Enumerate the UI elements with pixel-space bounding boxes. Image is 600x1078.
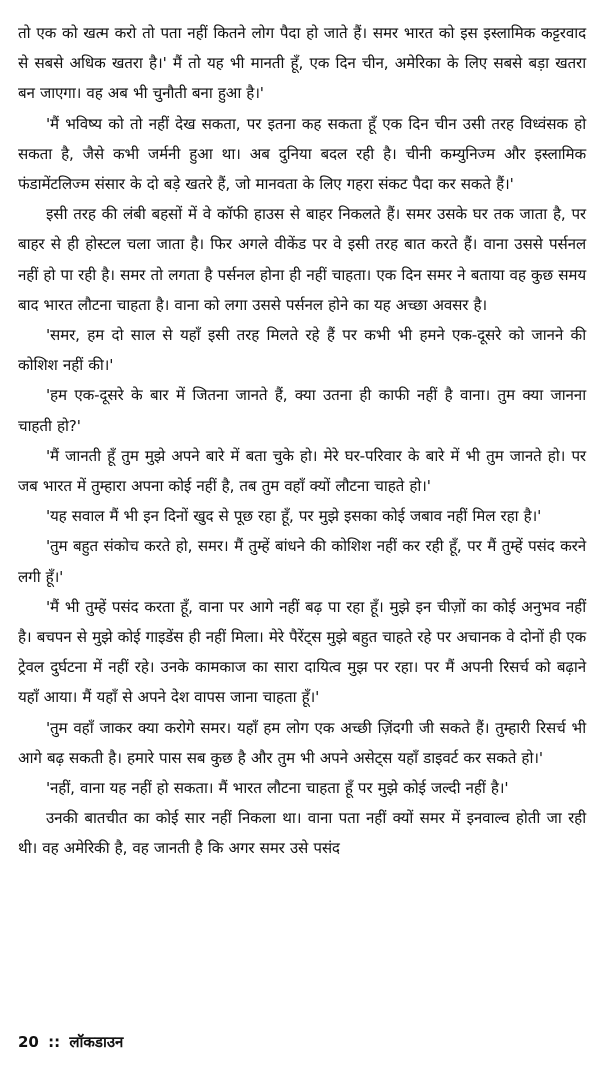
paragraph: 'तुम बहुत संकोच करते हो, समर। मैं तुम्हें बांधने की कोशिश नहीं कर रही हूँ, पर मैं तुम्हें पसंद करने लगी हूँ।' [18, 537, 586, 586]
paragraph: 'समर, हम दो साल से यहाँ इसी तरह मिलते रहे हैं पर कभी भी हमने एक-दूसरे को जानने की कोशिश नहीं की।' [18, 326, 586, 375]
paragraph: इसी तरह की लंबी बहसों में वे कॉफी हाउस से बाहर निकलते हैं। समर उसके घर तक जाता है, पर बाहर से ही होस्टल चला जाता है। फिर अगले वीकेंड पर वे इसी तरह बात करते हैं। वाना उससे पर्सनल नहीं हो पा रही है। समर तो लगता है पर्सनल होना ही नहीं चाहता। एक दिन समर ने बताया वह कुछ समय बाद भारत लौटना चाहता है। वाना को लगा उससे पर्सनल होने का यह अच्छा अवसर है। [18, 205, 586, 314]
paragraph: 'हम एक-दूसरे के बार में जितना जानते हैं, क्या उतना ही काफी नहीं है वाना। तुम क्या जानना चाहती हो?' [18, 386, 586, 435]
paragraph: 'मैं जानती हूँ तुम मुझे अपने बारे में बता चुके हो। मेरे घर-परिवार के बारे में भी तुम जानते हो। पर जब भारत में तुम्हारा अपना कोई नहीं है, तब तुम वहाँ क्यों लौटना चाहते हो।' [18, 446, 586, 496]
paragraph: 'मैं भविष्य को तो नहीं देख सकता, पर इतना कह सकता हूँ एक दिन चीन उसी तरह विध्वंसक हो सकता है, जैसे कभी जर्मनी हुआ था। अब दुनिया बदल रही है। चीनी कम्युनिज्म और इस्लामिक फंडामेंटलिज्म संसार के दो बड़े खतरे हैं, जो मानवता के लिए गहरा संकट पैदा कर सकते हैं।' [18, 114, 586, 194]
paragraph: 'यह सवाल मैं भी इन दिनों खुद से पूछ रहा हूँ, पर मुझे इसका कोई जबाव नहीं मिल रहा है।' [46, 507, 542, 526]
book-title: लॉकडाउन [69, 1033, 124, 1051]
paragraph: उनकी बातचीत का कोई सार नहीं निकला था। वाना पता नहीं क्यों समर में इनवाल्व होती जा रही थी। वह अमेरिकी है, वह जानती है कि अगर समर उसे पसंद [18, 809, 586, 858]
paragraph: तो एक को खत्म करो तो पता नहीं कितने लोग पैदा हो जाते हैं। समर भारत को इस इस्लामिक कट्टरवाद से सबसे अधिक खतरा है।' मैं तो यह भी मानती हूँ, एक दिन चीन, अमेरिका के लिए सबसे बड़ा खतरा बन जाएगा। वह अब भी चुनौती बना हुआ है।' [18, 24, 586, 103]
paragraph: 'मैं भी तुम्हें पसंद करता हूँ, वाना पर आगे नहीं बढ़ पा रहा हूँ। मुझे इन चीज़ों का कोई अनुभव नहीं है। बचपन से मुझे कोई गाइडेंस ही नहीं मिला। मेरे पैरेंट्स मुझे बहुत चाहते रहे पर अचानक वे दोनों ही एक ट्रेवल दुर्घटना में नहीं रहे। उनके कामकाज का सारा दायित्व मुझ पर रहा। पर मैं अपनी रिसर्च को बढ़ाने यहाँ आया। मैं यहाँ से अपने देश वापस जाना चाहता हूँ।' [18, 597, 586, 707]
page-number: 20 [18, 1033, 39, 1051]
paragraph: 'नहीं, वाना यह नहीं हो सकता। मैं भारत लौटना चाहता हूँ पर मुझे कोई जल्दी नहीं है।' [46, 779, 509, 798]
paragraph: 'तुम वहाँ जाकर क्या करोगे समर। यहाँ हम लोग एक अच्छी ज़िंदगी जी सकते हैं। तुम्हारी रिसर्च भी आगे बढ़ सकती है। हमारे पास सब कुछ है और तुम भी अपने असेट्स यहाँ डाइवर्ट कर सकते हो।' [18, 718, 586, 767]
page-body [18, 18, 586, 864]
footer-separator: :: [48, 1033, 61, 1051]
page-footer [18, 1032, 127, 1052]
